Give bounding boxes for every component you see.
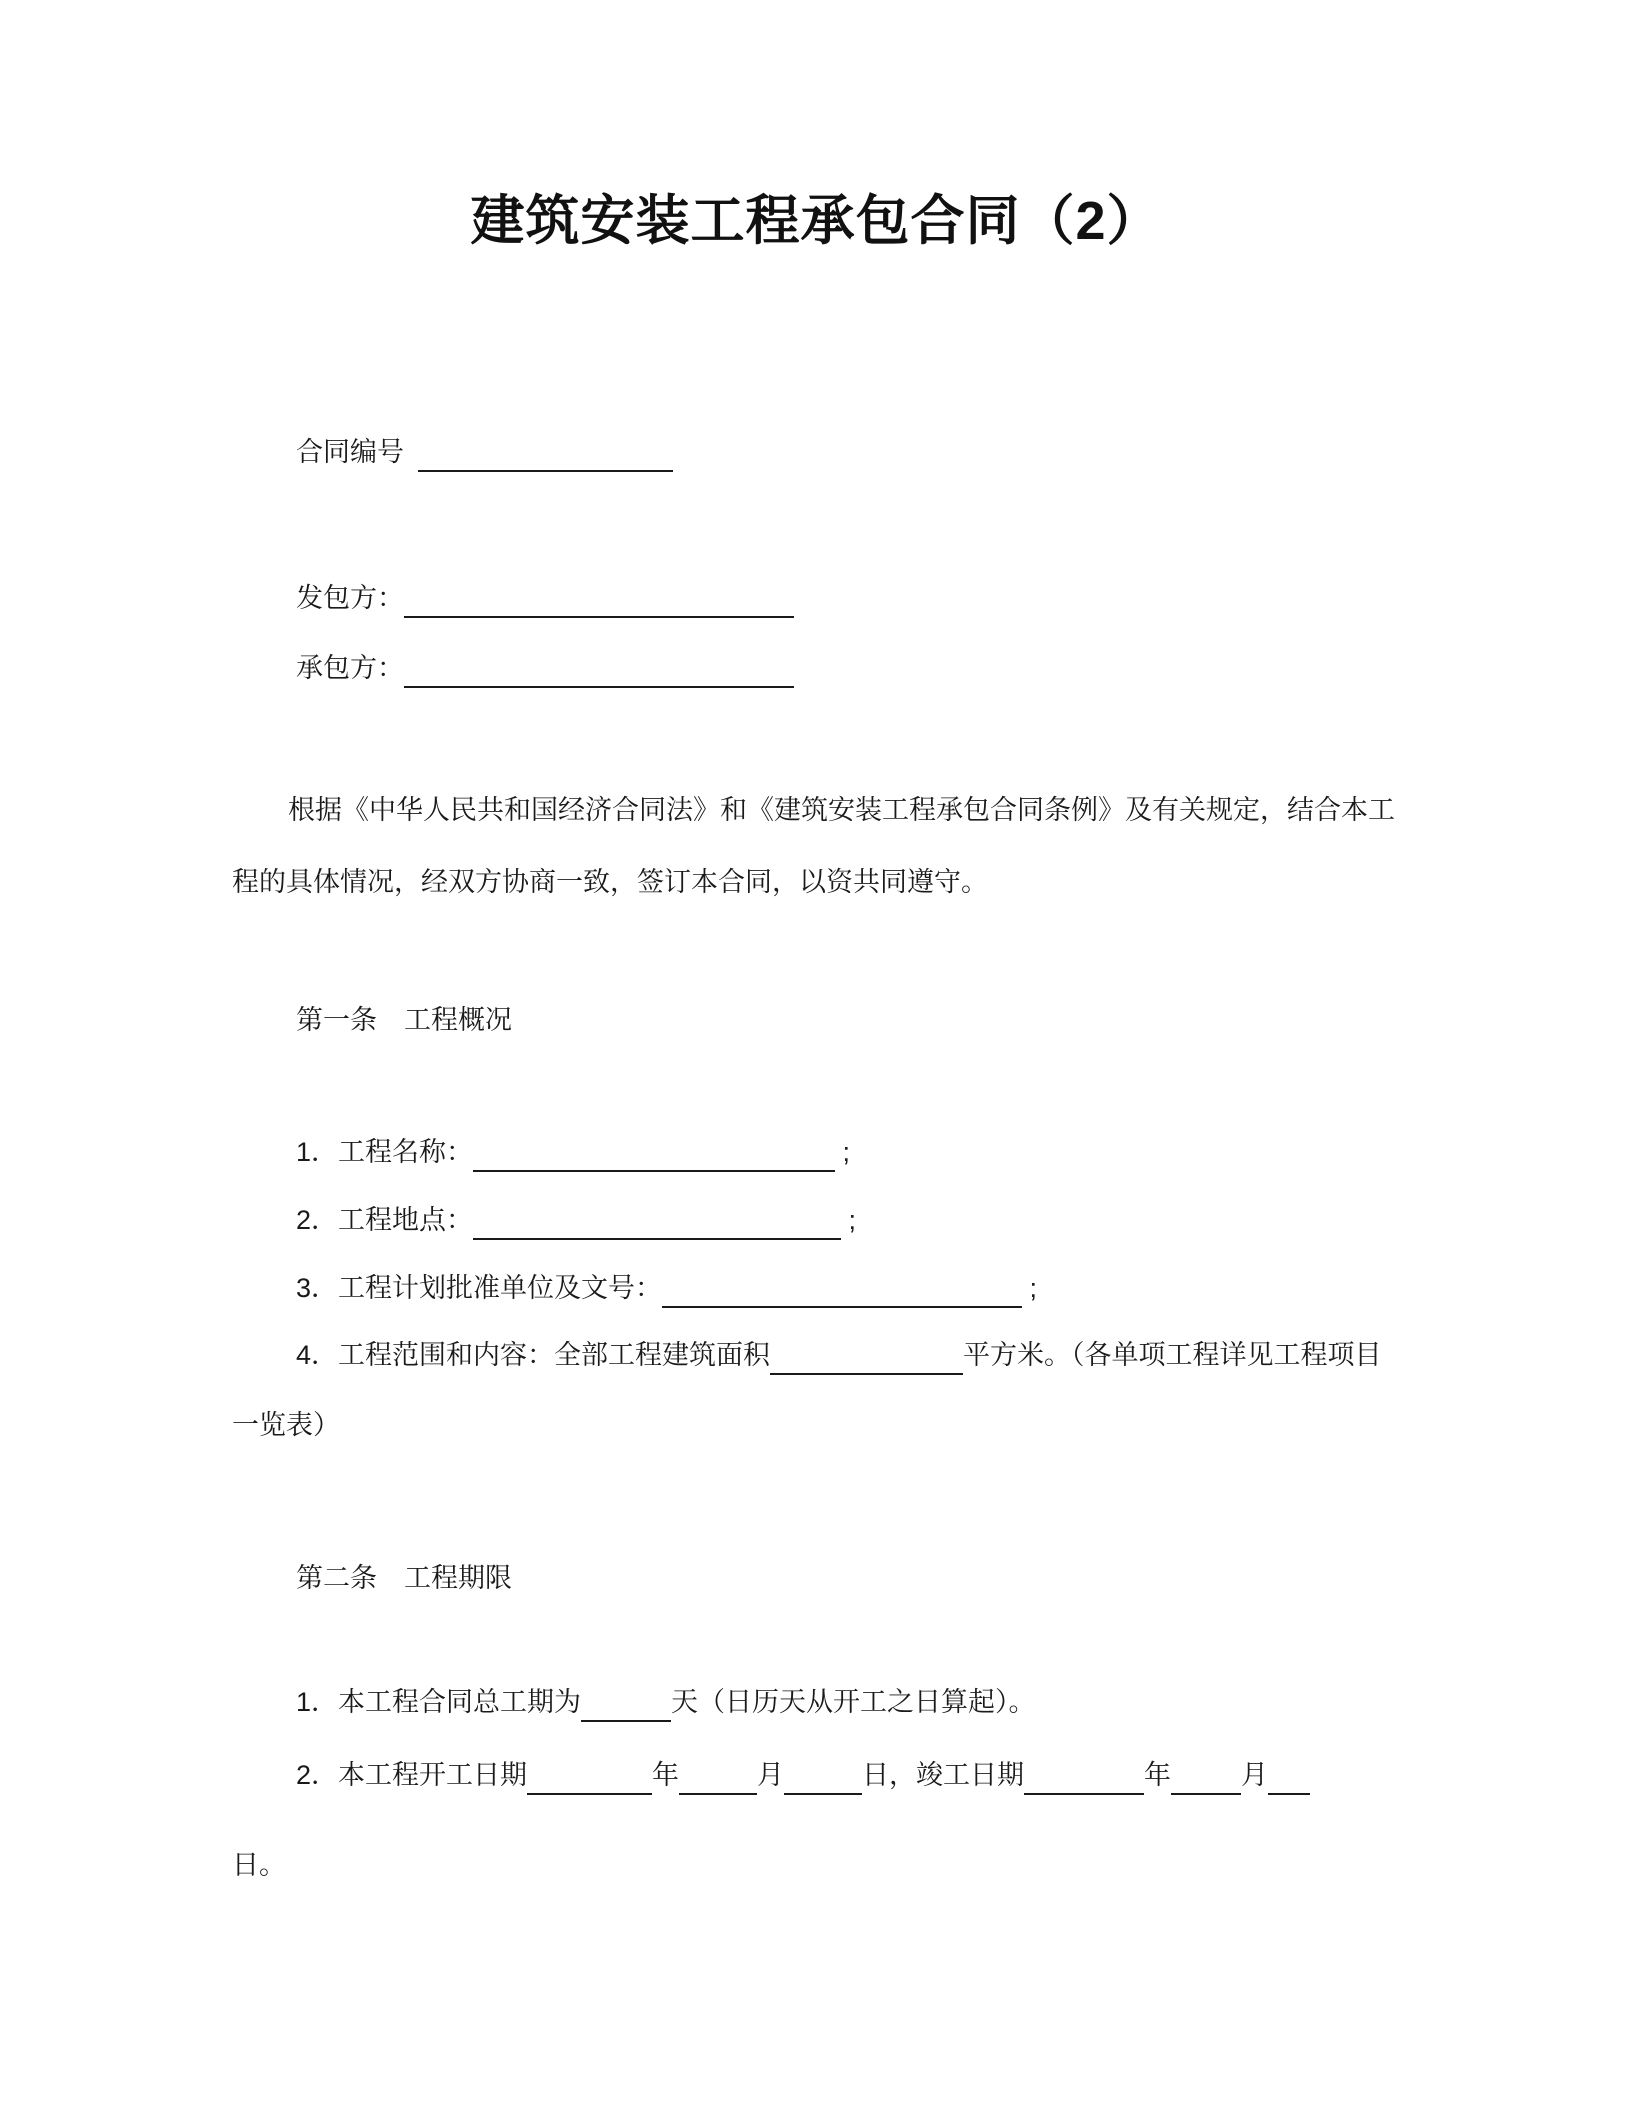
project-scope-continuation: 一览表） (232, 1410, 340, 1440)
party-b-label: 承包方： (296, 653, 404, 683)
project-location-blank-underline (473, 1208, 841, 1240)
approval-authority-suffix: ; (1022, 1273, 1038, 1303)
contract-number-blank-underline (418, 440, 673, 472)
finish-year-blank-underline (1024, 1763, 1144, 1795)
article-2-heading: 第二条 工程期限 (296, 1563, 512, 1593)
project-location-label: 2．工程地点： (296, 1205, 474, 1235)
total-duration-line (296, 1682, 1036, 1722)
project-location-line (296, 1200, 856, 1240)
finish-day-blank-underline (1268, 1763, 1310, 1795)
dates-continuation: 日。 (232, 1850, 286, 1880)
party-a-label: 发包方： (296, 583, 404, 613)
project-name-label: 1．工程名称： (296, 1137, 474, 1167)
start-year-label: 年 (652, 1760, 680, 1790)
project-scope-area-blank-underline (770, 1343, 963, 1375)
total-duration-pre: 1．本工程合同总工期为 (296, 1687, 582, 1717)
start-month-label: 月 (757, 1760, 785, 1790)
party-a-blank-underline (404, 586, 794, 618)
project-name-suffix: ; (835, 1137, 851, 1167)
finish-year-label: 年 (1144, 1760, 1172, 1790)
project-location-suffix: ; (841, 1205, 857, 1235)
project-scope-after-blank: 平方米。（各单项工程详见工程项目 (963, 1340, 1382, 1370)
document-title: 建筑安装工程承包合同（2） (470, 191, 1162, 251)
contract-number-line (296, 432, 673, 472)
project-scope-label: 4．工程范围和内容：全部工程建筑面积 (296, 1340, 771, 1370)
project-name-blank-underline (473, 1140, 835, 1172)
article-1-heading: 第一条 工程概况 (296, 1005, 512, 1035)
dates-pre: 2．本工程开工日期 (296, 1760, 528, 1790)
project-scope-line (296, 1335, 1382, 1375)
approval-authority-line (296, 1268, 1037, 1308)
contract-number-label: 合同编号 (296, 437, 404, 467)
start-month-blank-underline (679, 1763, 757, 1795)
total-duration-blank-underline (581, 1690, 671, 1722)
start-day-and-finish-label: 日，竣工日期 (862, 1760, 1025, 1790)
party-a-line (296, 578, 794, 618)
project-name-line (296, 1132, 850, 1172)
preamble-line-1: 根据《中华人民共和国经济合同法》和《建筑安装工程承包合同条例》及有关规定，结合本工 (288, 795, 1395, 825)
finish-month-blank-underline (1171, 1763, 1241, 1795)
party-b-line (296, 648, 794, 688)
start-year-blank-underline (527, 1763, 652, 1795)
total-duration-post: 天（日历天从开工之日算起）。 (671, 1687, 1036, 1717)
finish-month-label: 月 (1241, 1760, 1269, 1790)
approval-authority-label: 3．工程计划批准单位及文号： (296, 1273, 663, 1303)
approval-authority-blank-underline (662, 1276, 1022, 1308)
party-b-blank-underline (404, 656, 794, 688)
preamble-line-2: 程的具体情况，经双方协商一致，签订本合同，以资共同遵守。 (232, 867, 988, 897)
start-day-blank-underline (784, 1763, 862, 1795)
start-finish-dates-line (296, 1755, 1310, 1795)
